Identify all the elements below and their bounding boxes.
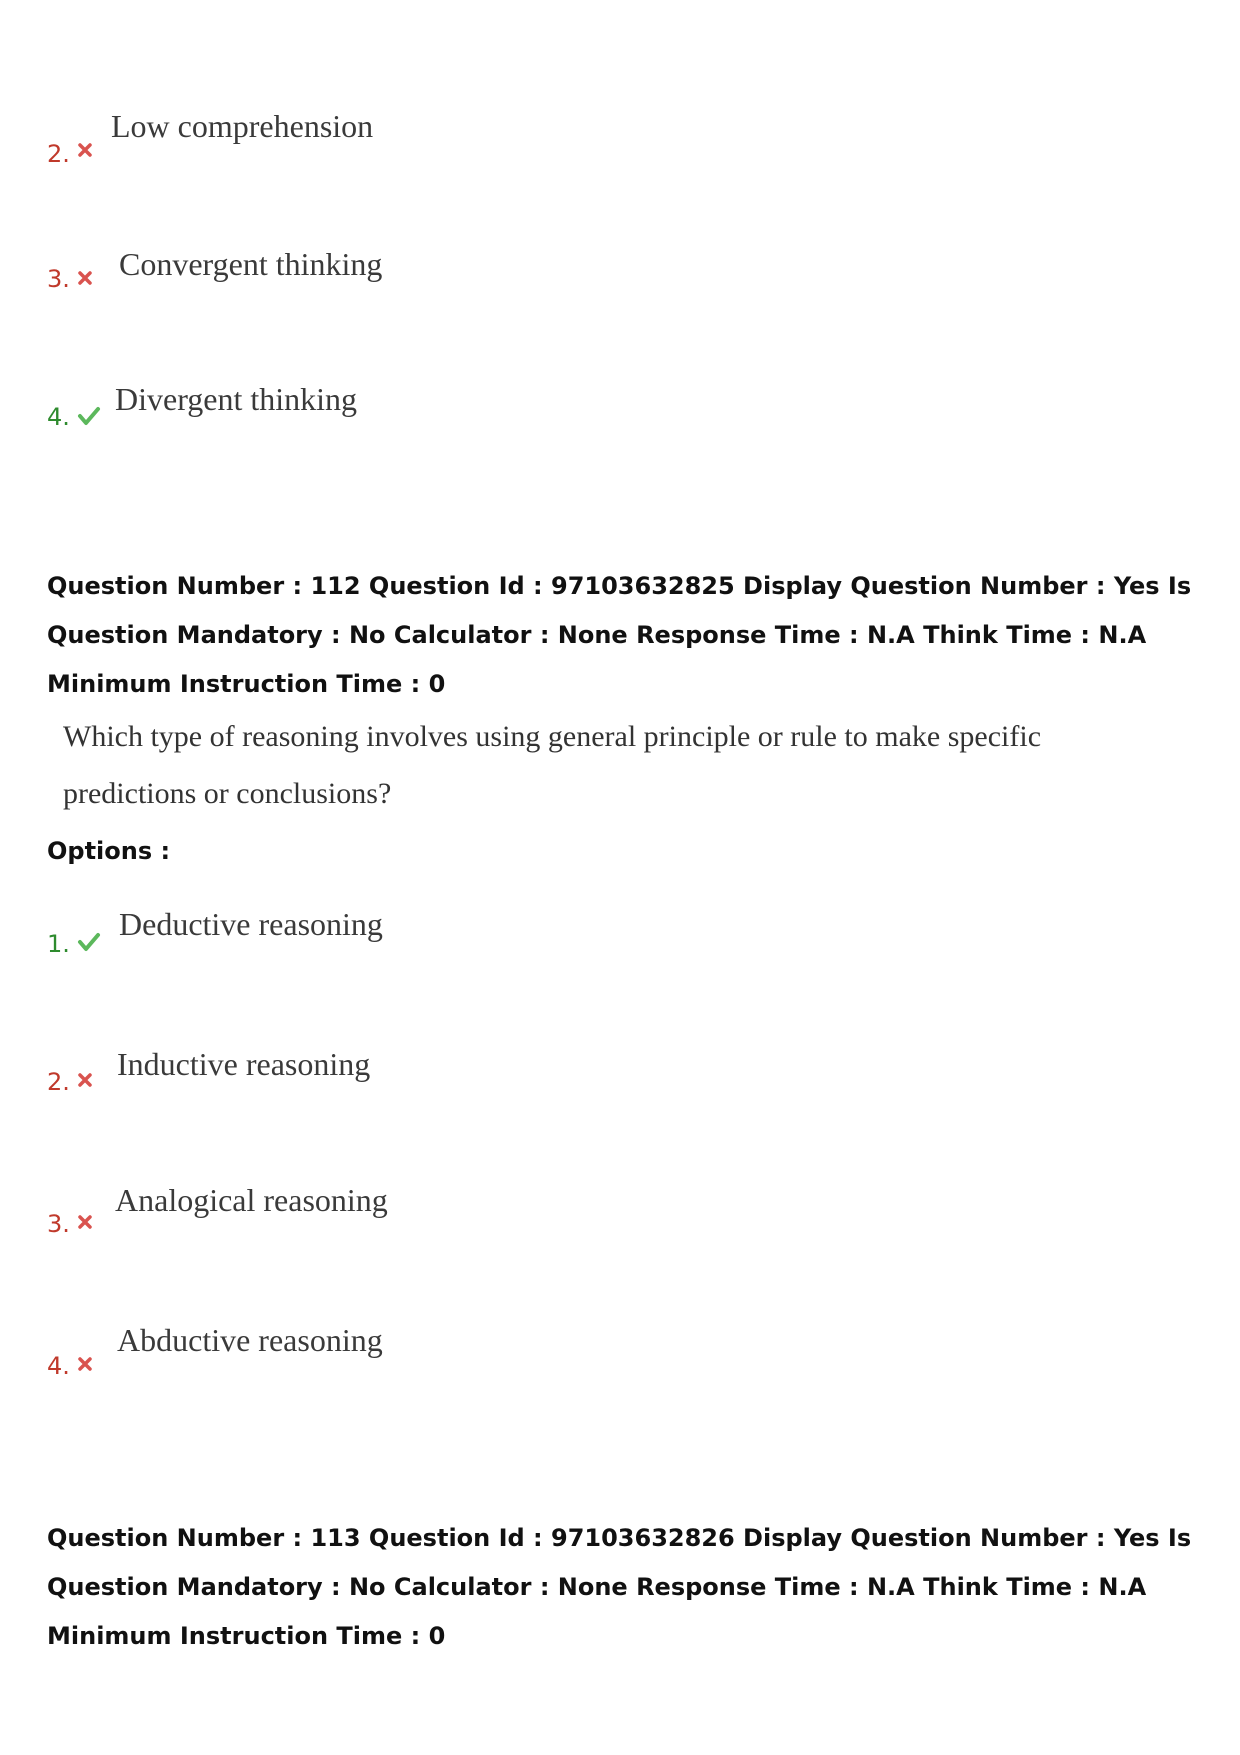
option-text: Analogical reasoning	[115, 1182, 388, 1218]
check-icon	[77, 405, 101, 427]
option-number: 3.	[47, 265, 70, 293]
option-number: 2.	[47, 140, 70, 168]
cross-icon	[77, 1072, 93, 1088]
cross-icon	[77, 270, 93, 286]
option-number: 4.	[47, 403, 70, 431]
cross-icon	[77, 142, 93, 158]
option-number: 1.	[47, 930, 70, 958]
option-text: Deductive reasoning	[119, 906, 383, 942]
question-text: Which type of reasoning involves using general principle or rule to make specific predictions or conclusions?	[63, 720, 1042, 810]
cross-icon	[77, 1356, 93, 1372]
option-text: Convergent thinking	[119, 246, 383, 282]
check-icon	[77, 931, 101, 953]
option-number: 4.	[47, 1352, 70, 1380]
option-number: 2.	[47, 1068, 70, 1096]
question-meta: Question Number : 112 Question Id : 97103632825 Display Question Number : Yes Is Question Mandatory : No Calculator : None Response Time : N.A Think Time : N.A Minimum Instruction Time : 0	[47, 572, 1192, 698]
cross-icon	[77, 1214, 93, 1230]
options-label: Options :	[47, 837, 171, 865]
option-text: Abductive reasoning	[117, 1322, 383, 1358]
option-text: Inductive reasoning	[117, 1046, 371, 1082]
option-text: Low comprehension	[111, 108, 374, 144]
option-text: Divergent thinking	[115, 381, 358, 417]
option-number: 3.	[47, 1210, 70, 1238]
question-meta: Question Number : 113 Question Id : 97103632826 Display Question Number : Yes Is Question Mandatory : No Calculator : None Response Time : N.A Think Time : N.A Minimum Instruction Time : 0	[47, 1524, 1192, 1650]
